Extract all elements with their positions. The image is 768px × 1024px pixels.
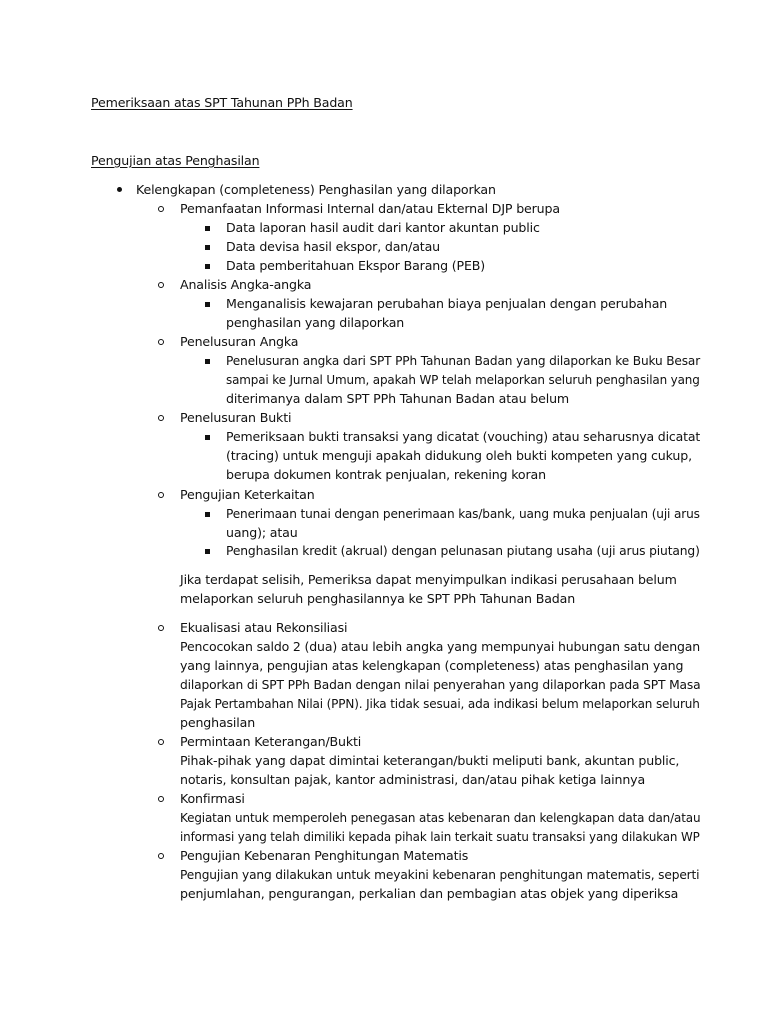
paragraph-line: Pencocokan saldo 2 (dua) atau lebih angka yang mempunyai hubungan satu dengan [180,639,701,654]
paragraph-line: notaris, konsultan pajak, kantor administrasi, dan/atau pihak ketiga lainnya [180,772,646,787]
list-item-level2: Konfirmasi [180,791,245,806]
bullet-circle-icon [158,282,164,288]
note-paragraph: Jika terdapat selisih, Pemeriksa dapat menyimpulkan indikasi perusahaan belum [180,572,677,587]
bullet-circle-icon [158,853,164,859]
list-item-level3-cont: berupa dokumen kontrak penjualan, rekening koran [226,467,546,482]
list-item-level3: Penghasilan kredit (akrual) dengan pelunasan piutang usaha (uji arus piutang) [226,543,700,558]
list-item-level2: Analisis Angka-angka [180,277,312,292]
list-item-level2: Pengujian Keterkaitan [180,487,315,502]
section-heading: Pengujian atas Penghasilan [91,153,260,168]
paragraph-line: penghasilan [180,715,256,730]
bullet-dot-icon [117,187,122,192]
paragraph-line: Pengujian yang dilakukan untuk meyakini kebenaran penghitungan matematis, seperti [180,867,700,882]
bullet-square-icon [205,549,210,554]
paragraph-line: Kegiatan untuk memperoleh penegasan atas kebenaran dan kelengkapan data dan/atau [180,810,701,825]
bullet-square-icon [205,512,210,517]
list-item-level3-cont: penghasilan yang dilaporkan [226,315,405,330]
list-item-level3: Penerimaan tunai dengan penerimaan kas/bank, uang muka penjualan (uji arus [226,506,700,521]
bullet-circle-icon [158,739,164,745]
paragraph-line: dilaporkan di SPT PPh Badan dengan nilai penyerahan yang dilaporkan pada SPT Masa [180,677,701,692]
document-title: Pemeriksaan atas SPT Tahunan PPh Badan [91,95,353,110]
list-item-level2: Pemanfaatan Informasi Internal dan/atau Ekternal DJP berupa [180,201,560,216]
bullet-square-icon [205,264,210,269]
list-item-level3: Menganalisis kewajaran perubahan biaya penjualan dengan perubahan [226,296,668,311]
paragraph-line: Pihak-pihak yang dapat dimintai keterangan/bukti meliputi bank, akuntan public, [180,753,680,768]
list-item-level1: Kelengkapan (completeness) Penghasilan yang dilaporkan [136,182,496,197]
bullet-square-icon [205,359,210,364]
bullet-circle-icon [158,206,164,212]
bullet-circle-icon [158,625,164,631]
list-item-level3-cont: sampai ke Jurnal Umum, apakah WP telah melaporkan seluruh penghasilan yang [226,372,700,387]
note-paragraph: melaporkan seluruh penghasilannya ke SPT PPh Tahunan Badan [180,591,576,606]
list-item-level3-cont: uang); atau [226,525,298,540]
list-item-level3: Data laporan hasil audit dari kantor akuntan public [226,220,540,235]
list-item-level2: Penelusuran Angka [180,334,299,349]
list-item-level2: Ekualisasi atau Rekonsiliasi [180,620,348,635]
paragraph-line: informasi yang telah dimiliki kepada pihak lain terkait suatu transaksi yang dilakukan WP [180,829,700,844]
bullet-circle-icon [158,796,164,802]
list-item-level3: Data pemberitahuan Ekspor Barang (PEB) [226,258,486,273]
list-item-level2: Penelusuran Bukti [180,410,292,425]
list-item-level3: Data devisa hasil ekspor, dan/atau [226,239,440,254]
list-item-level3-cont: diterimanya dalam SPT PPh Tahunan Badan atau belum [226,391,570,406]
bullet-square-icon [205,245,210,250]
list-item-level3: Penelusuran angka dari SPT PPh Tahunan Badan yang dilaporkan ke Buku Besar [226,353,701,368]
paragraph-line: yang lainnya, pengujian atas kelengkapan (completeness) atas penghasilan yang [180,658,684,673]
list-item-level2: Pengujian Kebenaran Penghitungan Matematis [180,848,469,863]
bullet-circle-icon [158,492,164,498]
bullet-square-icon [205,435,210,440]
bullet-circle-icon [158,415,164,421]
bullet-square-icon [205,226,210,231]
bullet-square-icon [205,302,210,307]
list-item-level3-cont: (tracing) untuk menguji apakah didukung oleh bukti kompeten yang cukup, [226,448,692,463]
paragraph-line: Pajak Pertambahan Nilai (PPN). Jika tidak sesuai, ada indikasi belum melaporkan seluruh [180,696,700,711]
list-item-level3: Pemeriksaan bukti transaksi yang dicatat (vouching) atau seharusnya dicatat [226,429,701,444]
bullet-circle-icon [158,339,164,345]
list-item-level2: Permintaan Keterangan/Bukti [180,734,362,749]
paragraph-line: penjumlahan, pengurangan, perkalian dan pembagian atas objek yang diperiksa [180,886,679,901]
